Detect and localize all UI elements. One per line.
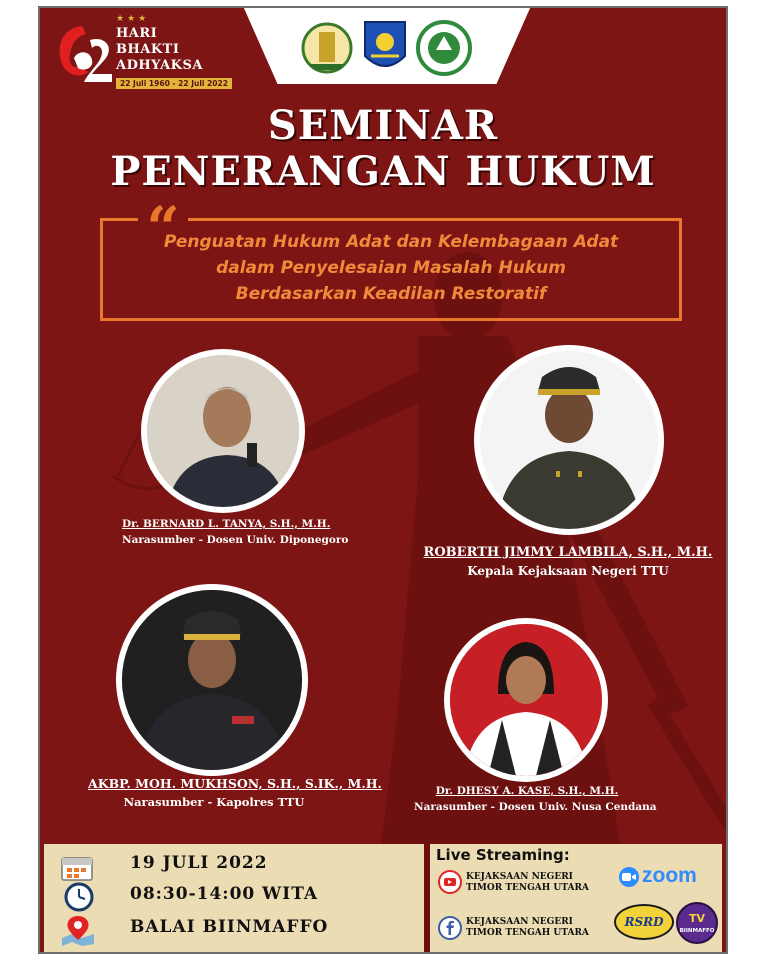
speaker-3-name: AKBP. MOH. MUKHSON, S.H., S.IK., M.H. (88, 776, 382, 791)
organization-logo-icon (418, 22, 470, 74)
speaker-4-photo (444, 618, 608, 782)
star-icons: ★★★ (116, 14, 150, 24)
event-time: 08:30-14:00 WITA (130, 884, 319, 904)
facebook-icon (438, 916, 462, 940)
logo-ribbon (243, 6, 531, 84)
theme-line-3: Berdasarkan Keadilan Restoratif (235, 284, 547, 304)
calendar-icon (60, 852, 94, 882)
theme-line-1: Penguatan Hukum Adat dan Kelembagaan Adat (163, 232, 619, 252)
speaker-4-portrait (450, 624, 602, 776)
hari-bhakti-adhyaksa-logo (56, 16, 226, 96)
speaker-1-photo (141, 349, 305, 513)
hba-line-1: HARI (116, 26, 158, 41)
live-streaming-title: Live Streaming: (436, 846, 570, 864)
event-date: 19 JULI 2022 (130, 853, 268, 873)
kejaksaan-logo-icon (303, 24, 351, 72)
speaker-1-portrait (147, 355, 299, 507)
event-place: BALAI BIINMAFFO (130, 917, 329, 937)
partner-logos (243, 6, 531, 84)
facebook-channel-label: KEJAKSAAN NEGERI TIMOR TENGAH UTARA (466, 917, 589, 938)
speaker-3-portrait (122, 590, 302, 770)
speaker-1-name: Dr. BERNARD L. TANYA, S.H., M.H. (122, 518, 331, 530)
speaker-3-photo (116, 584, 308, 776)
biinmaffo-tv-logo (676, 902, 718, 944)
hba-line-2: BHAKTI (116, 42, 180, 57)
rsrd-logo: RSRD (614, 904, 674, 940)
kabupaten-ttu-logo-icon (365, 22, 405, 66)
speaker-2-role: Kepala Kejaksaan Negeri TTU (467, 564, 669, 578)
speaker-3-role: Narasumber - Kapolres TTU (123, 795, 305, 809)
youtube-icon (438, 870, 462, 894)
speaker-4-name: Dr. DHESY A. KASE, S.H., M.H. (435, 785, 619, 797)
anniversary-62-emblem (56, 22, 114, 84)
speaker-2-portrait (480, 351, 658, 529)
zoom-label: zoom (642, 864, 697, 887)
quote-mark-icon: “ (138, 198, 188, 234)
clock-icon (64, 882, 94, 912)
theme-line-2: dalam Penyelesaian Masalah Hukum (216, 258, 566, 278)
zoom-icon (618, 866, 640, 888)
speaker-4-role: Narasumber - Dosen Univ. Nusa Cendana (414, 801, 657, 813)
map-pin-icon (60, 914, 96, 946)
title-line-2: PENERANGAN HUKUM (110, 148, 656, 195)
speaker-1-role: Narasumber - Dosen Univ. Diponegoro (122, 534, 349, 546)
hba-line-3: ADHYAKSA (116, 58, 203, 73)
title-line-1: SEMINAR (267, 102, 499, 149)
hba-dates: 22 Juli 1960 - 22 Juli 2022 (116, 78, 232, 89)
poster (38, 6, 728, 954)
speaker-2-name: ROBERTH JIMMY LAMBILA, S.H., M.H. (423, 545, 713, 560)
speaker-2-photo (474, 345, 664, 535)
tv-label: BIINMAFFO (679, 928, 715, 934)
tv-icon: TV (688, 912, 706, 925)
youtube-channel-label: KEJAKSAAN NEGERI TIMOR TENGAH UTARA (466, 872, 589, 893)
